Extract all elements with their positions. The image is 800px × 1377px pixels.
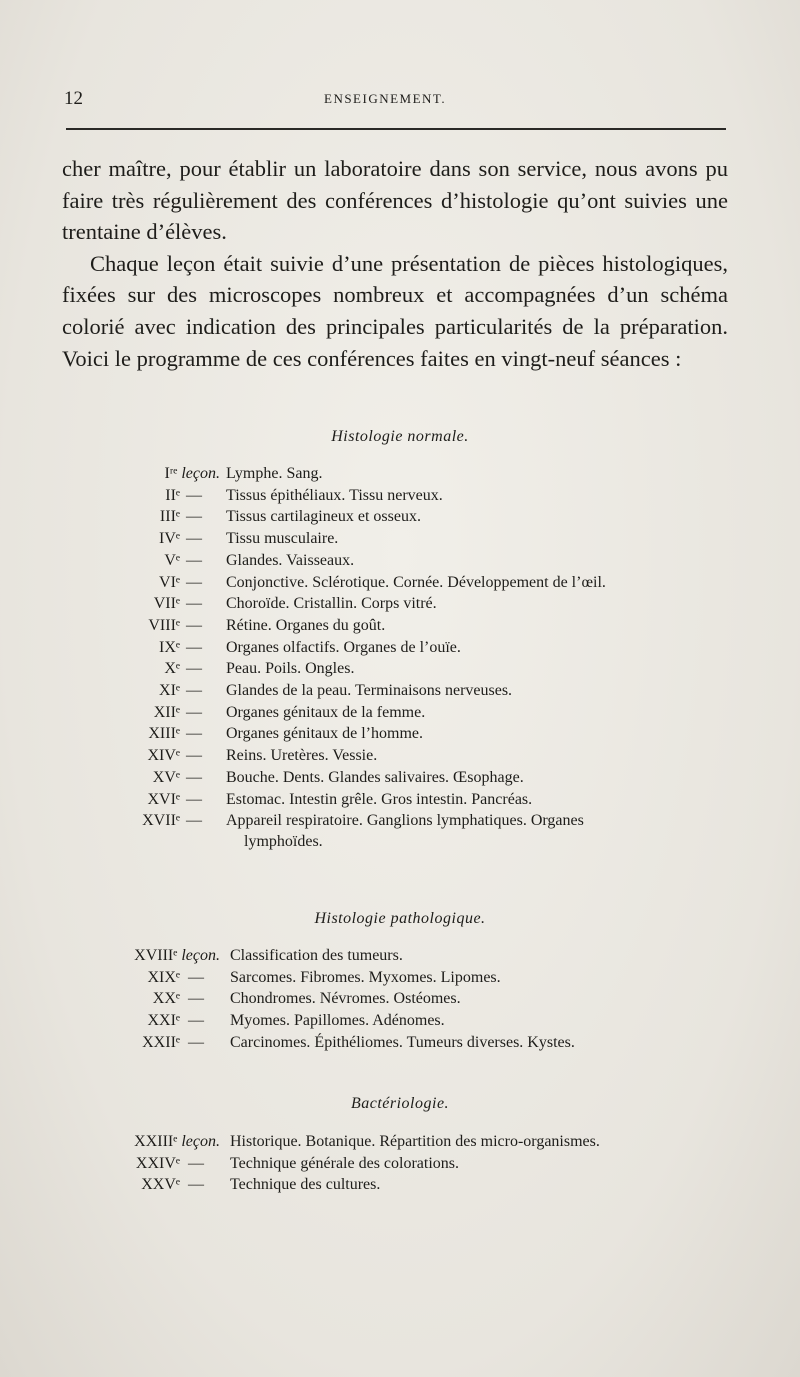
lesson-row [0, 945, 800, 966]
lesson-number [147, 789, 180, 810]
ditto-dash: — [186, 725, 202, 743]
lesson-ordinal: XXIVᵉ [135, 1154, 180, 1172]
lesson-topic: Technique générale des colorations. [230, 1154, 460, 1172]
ditto-dash: — [186, 573, 202, 591]
ditto-dash: — [186, 595, 202, 613]
header-rule [66, 128, 726, 130]
lesson-ordinal: XVᵉ [152, 768, 180, 786]
ditto-dash: — [188, 1154, 204, 1172]
lesson-ordinal: XXIIIᵉ [134, 1133, 178, 1150]
paragraph: Chaque leçon était suivie d’une présentation de pièces histologiques, fixées sur des microscopes nombreux et accompagnées d’un schéma colorié avec indication des principales particularités de la préparation. Voici le programme de ces conférences faites en vingt-neuf séances : [62, 250, 728, 371]
lesson-topic: Organes olfactifs. Organes de l’ouïe. [226, 638, 461, 656]
lesson-number [153, 767, 180, 788]
lesson-number [136, 1153, 180, 1174]
section-title-histologie-normale: Histologie normale. [331, 428, 469, 445]
lesson-ordinal: XIIᵉ [153, 703, 180, 721]
lesson-row [0, 988, 800, 1009]
lesson-number [148, 615, 180, 636]
lesson-topic: Glandes. Vaisseaux. [226, 551, 355, 569]
lesson-ordinal: XVIIᵉ [142, 812, 180, 830]
lesson-number [134, 1131, 220, 1152]
body-text [62, 153, 728, 374]
ditto-dash: — [188, 1033, 204, 1051]
ditto-dash: — [186, 508, 202, 526]
lesson-row [0, 506, 800, 527]
lesson-ordinal: XVIIIᵉ [134, 947, 178, 964]
lesson-topic: Reins. Uretères. Vessie. [226, 747, 378, 765]
lesson-topic: Glandes de la peau. Terminaisons nerveuses. [226, 682, 513, 699]
lesson-topic: Chondromes. Névromes. Ostéomes. [230, 990, 461, 1008]
lesson-number [147, 1010, 180, 1031]
lesson-number [147, 745, 180, 766]
lesson-topic: Appareil respiratoire. Ganglions lymphatiques. Organes [226, 812, 584, 830]
lesson-ordinal: XXVᵉ [141, 1176, 180, 1194]
lesson-topic: Peau. Poils. Ongles. [226, 660, 355, 678]
page-number: 12 [64, 88, 83, 109]
ditto-dash: — [186, 703, 202, 721]
lesson-row [0, 637, 800, 658]
lesson-topic: Carcinomes. Épithéliomes. Tumeurs diverses. Kystes. [230, 1033, 575, 1051]
lesson-row [0, 615, 800, 636]
lesson-ordinal: Iʳᵉ [164, 465, 178, 482]
lesson-ordinal: XIVᵉ [147, 747, 180, 765]
lesson-row [0, 550, 800, 571]
lesson-row [0, 745, 800, 766]
ditto-dash: — [188, 1176, 204, 1194]
ditto-dash: — [186, 790, 202, 808]
lesson-topic: Classification des tumeurs. [230, 947, 403, 964]
lesson-row [0, 572, 800, 593]
lesson-row [0, 1131, 800, 1152]
page-header [64, 88, 724, 110]
lesson-topic: Tissus cartilagineux et osseux. [226, 508, 421, 526]
running-head: ENSEIGNEMENT. [324, 91, 447, 106]
lesson-number [165, 485, 180, 506]
lesson-number [159, 637, 180, 658]
lesson-ordinal: IIIᵉ [159, 508, 180, 526]
lesson-topic: Conjonctive. Sclérotique. Cornée. Développement de l’œil. [226, 573, 606, 591]
ditto-dash: — [188, 968, 204, 986]
lesson-row [0, 1174, 800, 1195]
ditto-dash: — [186, 638, 202, 656]
lesson-number [164, 658, 180, 679]
lesson-number [142, 810, 180, 831]
lesson-row [0, 1010, 800, 1031]
ditto-dash: — [186, 768, 202, 786]
lesson-topic-continued: lymphoïdes. [244, 833, 323, 851]
lesson-row [0, 810, 800, 851]
lesson-row [0, 485, 800, 506]
lesson-number [159, 680, 180, 701]
lesson-number [160, 506, 180, 527]
lesson-ordinal: IXᵉ [159, 638, 180, 656]
lesson-number [154, 593, 180, 614]
lesson-word: leçon. [181, 1133, 220, 1150]
lesson-topic: Bouche. Dents. Glandes salivaires. Œsophage. [226, 768, 524, 786]
lesson-ordinal: VIᵉ [159, 573, 180, 591]
lesson-ordinal: XXIᵉ [147, 1012, 180, 1030]
ditto-dash: — [186, 660, 202, 678]
lesson-row [0, 658, 800, 679]
lesson-ordinal: XVIᵉ [147, 790, 180, 808]
lesson-word: leçon. [181, 947, 220, 964]
lesson-topic: Estomac. Intestin grêle. Gros intestin. Pancréas. [226, 790, 533, 808]
lesson-ordinal: XIXᵉ [147, 968, 180, 986]
lesson-ordinal: XXIIᵉ [142, 1033, 180, 1051]
lesson-number [148, 723, 180, 744]
lesson-number [141, 1174, 180, 1195]
lesson-ordinal: VIIᵉ [153, 595, 180, 613]
lesson-ordinal: Vᵉ [164, 551, 180, 569]
lesson-row [0, 967, 800, 988]
lesson-topic: Choroïde. Cristallin. Corps vitré. [226, 595, 437, 613]
section-title-bacteriologie: Bactériologie. [350, 1095, 450, 1112]
ditto-dash: — [186, 747, 202, 765]
lesson-word: leçon. [181, 465, 220, 482]
lesson-number [159, 572, 180, 593]
lesson-ordinal: VIIIᵉ [148, 616, 180, 634]
ditto-dash: — [188, 990, 204, 1008]
lesson-ordinal: XIIIᵉ [148, 725, 180, 743]
paragraph: cher maître, pour établir un laboratoire dans son service, nous avons pu faire très régulièrement des conférences d’histologie qu’ont suivies une trentaine d’élèves. [62, 156, 728, 245]
lesson-row [0, 680, 800, 701]
lesson-row [0, 593, 800, 614]
lesson-row [0, 463, 800, 484]
lesson-row [0, 528, 800, 549]
lesson-number [142, 1032, 180, 1053]
ditto-dash: — [186, 616, 202, 634]
ditto-dash: — [186, 812, 202, 830]
section-title-histologie-pathologique: Histologie pathologique. [314, 910, 486, 927]
ditto-dash: — [186, 486, 202, 504]
lesson-row [0, 1153, 800, 1174]
lesson-ordinal: Xᵉ [164, 660, 180, 678]
lesson-ordinal: IVᵉ [159, 530, 180, 548]
lesson-row [0, 767, 800, 788]
lesson-topic: Tissu musculaire. [226, 530, 339, 548]
ditto-dash: — [186, 551, 202, 569]
lesson-number [154, 702, 180, 723]
lesson-topic: Technique des cultures. [230, 1176, 381, 1194]
lesson-row [0, 1032, 800, 1053]
lesson-number [164, 550, 180, 571]
lesson-ordinal: XIᵉ [159, 682, 180, 699]
lesson-number [134, 945, 220, 966]
lesson-ordinal: XXᵉ [152, 990, 180, 1008]
lesson-row [0, 723, 800, 744]
lesson-row [0, 789, 800, 810]
ditto-dash: — [186, 530, 202, 548]
ditto-dash: — [188, 1012, 204, 1030]
lesson-number [147, 967, 180, 988]
lesson-ordinal: IIᵉ [165, 486, 180, 504]
lesson-row [0, 702, 800, 723]
lesson-number [159, 528, 180, 549]
lesson-topic: Historique. Botanique. Répartition des micro-organismes. [230, 1133, 600, 1150]
lesson-number [164, 463, 220, 484]
lesson-topic: Organes génitaux de la femme. [226, 703, 426, 721]
lesson-topic: Lymphe. Sang. [226, 465, 323, 482]
lesson-number [153, 988, 180, 1009]
lesson-topic: Organes génitaux de l’homme. [226, 725, 423, 743]
ditto-dash: — [186, 682, 202, 699]
lesson-topic: Myomes. Papillomes. Adénomes. [230, 1012, 445, 1030]
lesson-topic: Tissus épithéliaux. Tissu nerveux. [226, 486, 443, 504]
lesson-topic: Rétine. Organes du goût. [226, 616, 386, 634]
lesson-topic: Sarcomes. Fibromes. Myxomes. Lipomes. [230, 968, 501, 986]
